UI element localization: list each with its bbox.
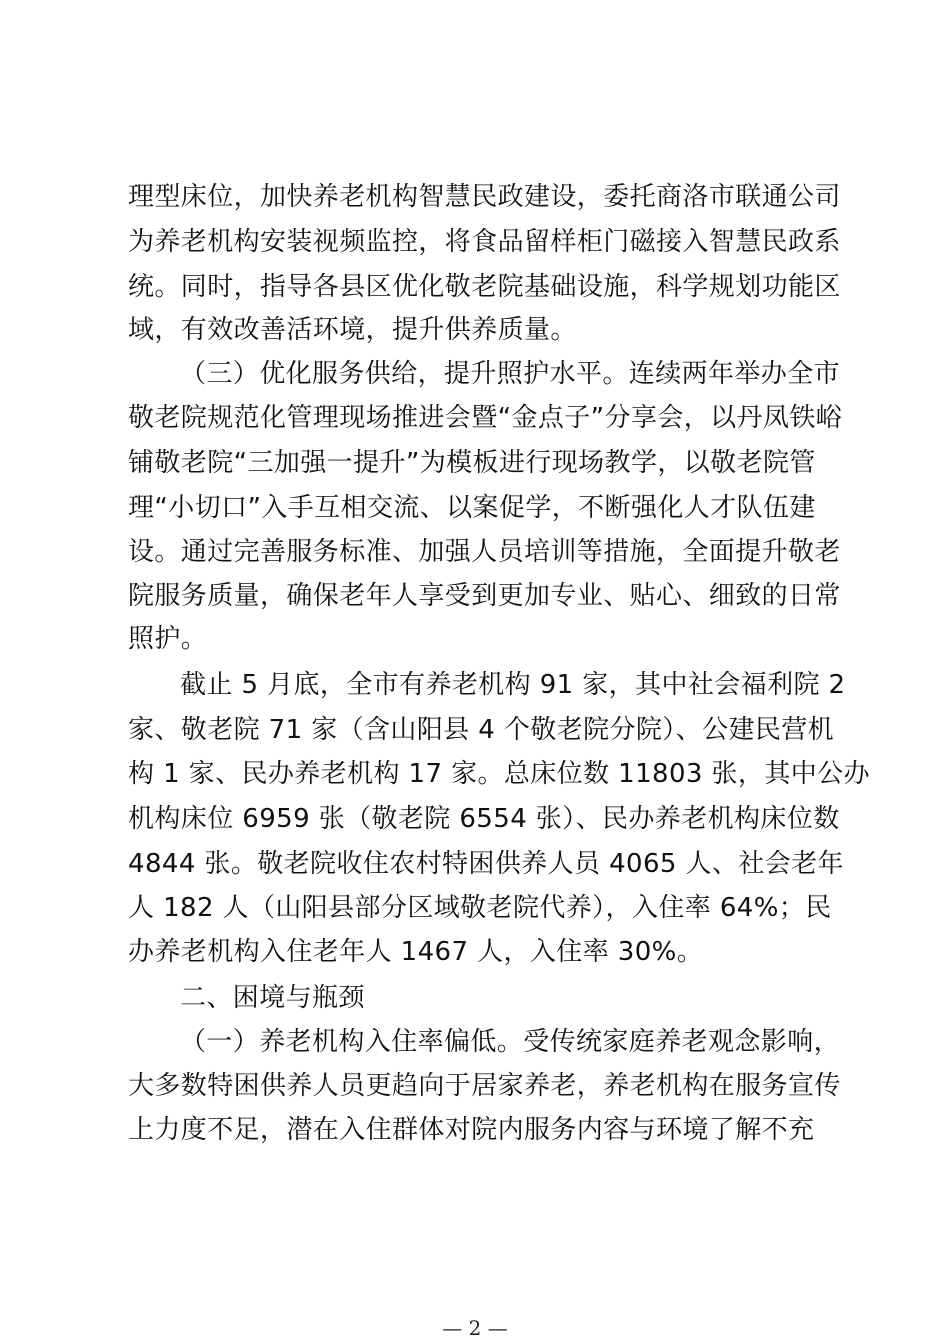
subsection-heading-line: （一）养老机构入住率偏低。受传统家庭养老观念影响，: [180, 1027, 841, 1057]
text-line: 为养老机构安装视频监控，将食品留样柜门磁接入智慧民政系: [128, 227, 841, 257]
text-line: 铺敬老院“三加强一提升”为模板进行现场教学，以敬老院管: [128, 448, 816, 478]
text-line: 设。通过完善服务标准、加强人员培训等措施，全面提升敬老: [128, 537, 841, 567]
text-line: 人 182 人（山阳县部分区域敬老院代养），入住率 64%；民: [128, 893, 832, 923]
text-line: 敬老院规范化管理现场推进会暨“金点子”分享会，以丹凤铁峪: [128, 403, 843, 433]
text-line: 理“小切口”入手互相交流、以案促学，不断强化人才队伍建: [128, 493, 816, 523]
text-line: 理型床位，加快养老机构智慧民政建设，委托商洛市联通公司: [128, 182, 841, 212]
text-line: 截止 5 月底，全市有养老机构 91 家，其中社会福利院 2: [180, 670, 846, 700]
text-line: 院服务质量，确保老年人享受到更加专业、贴心、细致的日常: [128, 581, 841, 611]
text-line: 照护。: [128, 624, 208, 654]
text-line: 机构床位 6959 张（敬老院 6554 张）、民办养老机构床位数: [128, 804, 840, 834]
text-line: 办养老机构入住老年人 1467 人，入住率 30%。: [128, 937, 704, 967]
page-number: — 2 —: [442, 1316, 508, 1340]
text-line: 构 1 家、民办养老机构 17 家。总床位数 11803 张，其中公办: [128, 759, 870, 789]
section-heading-line: （三）优化服务供给，提升照护水平。连续两年举办全市: [180, 359, 841, 389]
text-line: 4844 张。敬老院收住农村特困供养人员 4065 人、社会老年: [128, 849, 844, 879]
section-heading-line: 二、困境与瓶颈: [180, 983, 365, 1013]
text-line: 大多数特困供养人员更趋向于居家养老，养老机构在服务宣传: [128, 1071, 841, 1101]
text-line: 域，有效改善活环境，提升供养质量。: [128, 315, 577, 345]
text-line: 统。同时，指导各县区优化敬老院基础设施，科学规划功能区: [128, 272, 841, 302]
text-line: 上力度不足，潜在入住群体对院内服务内容与环境了解不充: [128, 1115, 815, 1145]
text-line: 家、敬老院 71 家（含山阳县 4 个敬老院分院）、公建民营机: [128, 715, 835, 745]
